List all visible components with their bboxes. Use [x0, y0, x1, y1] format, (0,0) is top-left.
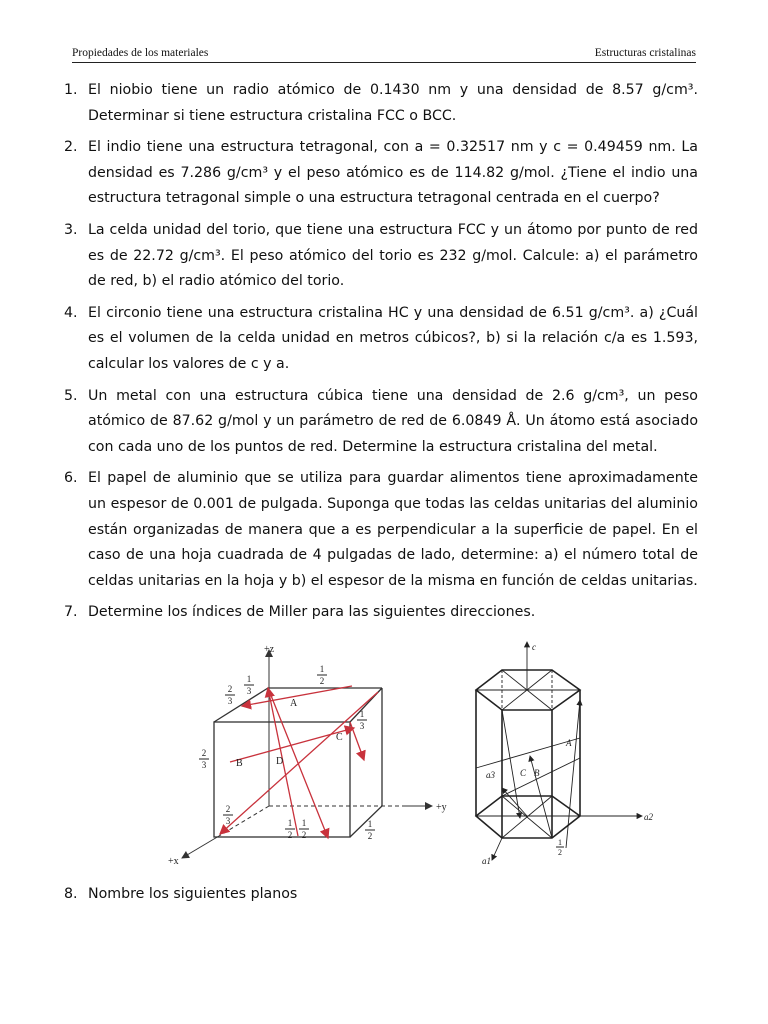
svg-text:2: 2 — [319, 676, 325, 686]
axis-y-label: +y — [436, 802, 447, 813]
hex-label-b: B — [534, 768, 540, 778]
svg-text:1: 1 — [246, 674, 252, 684]
problem-3 — [64, 218, 698, 295]
problem-number: 1. — [64, 82, 78, 98]
hex-label-c: C — [520, 768, 527, 778]
label-b: B — [236, 758, 243, 769]
axis-x-label: +x — [168, 856, 179, 866]
fraction-two-thirds-bottom — [223, 804, 233, 826]
hexagonal-cell-figure — [430, 638, 664, 866]
svg-text:2: 2 — [301, 830, 307, 840]
problem-7 — [64, 600, 698, 626]
svg-text:3: 3 — [227, 696, 233, 706]
problem-4 — [64, 301, 698, 378]
axis-a2-label: a2 — [644, 812, 653, 822]
label-c: C — [336, 732, 343, 743]
problem-text: El papel de aluminio que se utiliza para guardar alimentos tiene aproximadamente un espesor de 0.001 de pulgada. Suponga que todas las celdas unitarias del aluminio están organizadas de manera que a es perpendicular a la superficie de papel. En el caso de una hoja cuadrada de 4 pulgadas de lado, determine: a) el número total de celdas unitarias en la hoja y b) el espesor de la misma en función de celdas unitarias. — [88, 470, 698, 589]
problem-list — [64, 78, 698, 632]
hex-fraction-half — [556, 838, 564, 857]
problem-text: El indio tiene una estructura tetragonal, con a = 0.32517 nm y c = 0.49459 nm. La densidad es 7.286 g/cm³ y el peso atómico es de 114.82 g/mol. ¿Tiene el indio una estructura tetragonal simple o una estructura tetragonal centrada en el cuerpo? — [88, 139, 698, 207]
svg-text:1: 1 — [367, 819, 373, 829]
axis-c-label: c — [532, 642, 536, 652]
svg-text:2: 2 — [225, 804, 231, 814]
problem-number: 2. — [64, 139, 78, 156]
problem-number: 7. — [64, 604, 78, 621]
label-a: A — [290, 698, 298, 709]
fraction-half-top — [317, 664, 327, 686]
problem-number: 6. — [64, 470, 78, 487]
problem-number: 3. — [64, 221, 78, 238]
problem-5 — [64, 384, 698, 461]
axis-a3-label: a3 — [486, 770, 495, 780]
page-header — [72, 44, 696, 63]
problem-number: 4. — [64, 304, 78, 321]
svg-text:3: 3 — [246, 686, 252, 696]
problem-text: La celda unidad del torio, que tiene una estructura FCC y un átomo por punto de red es de 22.72 g/cm³. El peso atómico del torio es 232 g/mol. Calcule: a) el parámetro de red, b) el radio atómico del torio. — [88, 221, 698, 290]
label-d: D — [276, 756, 284, 767]
svg-text:2: 2 — [367, 831, 373, 841]
fraction-half-right — [365, 819, 375, 841]
svg-text:2: 2 — [201, 748, 207, 758]
svg-text:3: 3 — [225, 816, 231, 826]
problem-text: Determine los índices de Miller para las siguientes direcciones. — [88, 604, 536, 621]
axis-a1-label: a1 — [482, 856, 491, 866]
svg-text:2: 2 — [287, 830, 293, 840]
fraction-third-top — [244, 674, 254, 696]
axis-z-label: +z — [264, 644, 275, 655]
svg-text:2: 2 — [558, 848, 562, 857]
problem-text: Nombre los siguientes planos — [88, 886, 298, 902]
fraction-two-thirds-left — [199, 748, 209, 770]
problem-8 — [64, 882, 297, 908]
problem-6 — [64, 466, 698, 594]
svg-text:1: 1 — [287, 818, 293, 828]
hex-direction-c — [502, 710, 520, 818]
fraction-two-thirds-top — [225, 684, 235, 706]
svg-text:1: 1 — [359, 709, 365, 719]
direction-e — [220, 692, 378, 834]
header-course-title: Propiedades de los materiales — [72, 47, 209, 59]
problem-text: El circonio tiene una estructura cristalina HC y una densidad de 6.51 g/cm³. a) ¿Cuál es el volumen de la celda unidad en metros cúbicos?, b) si la relación c/a es 1.593, calcular los valores de c y a. — [88, 304, 698, 372]
problem-text: El niobio tiene un radio atómico de 0.1430 nm y una densidad de 8.57 g/cm³. Determinar si tiene estructura cristalina FCC o BCC. — [88, 82, 698, 124]
problem-text: Un metal con una estructura cúbica tiene una densidad de 2.6 g/cm³, un peso atómico de 87.62 g/mol y un parámetro de red de 6.0849 Å. Un átomo está asociado con cada uno de los puntos de red. Determine la estructura cristalina del metal. — [88, 387, 698, 455]
problem-1 — [64, 78, 698, 129]
svg-text:1: 1 — [301, 818, 307, 828]
svg-text:3: 3 — [201, 760, 207, 770]
problem-2 — [64, 135, 698, 212]
header-topic-title: Estructuras cristalinas — [594, 47, 696, 59]
problem-number: 5. — [64, 387, 78, 404]
svg-text:3: 3 — [359, 721, 365, 731]
hex-direction-a — [566, 700, 580, 848]
figures-row — [64, 638, 724, 866]
svg-text:1: 1 — [558, 838, 562, 847]
hex-label-a: A — [566, 738, 572, 748]
svg-text:2: 2 — [227, 684, 233, 694]
svg-text:1: 1 — [319, 664, 325, 674]
problem-number: 8. — [64, 886, 78, 902]
